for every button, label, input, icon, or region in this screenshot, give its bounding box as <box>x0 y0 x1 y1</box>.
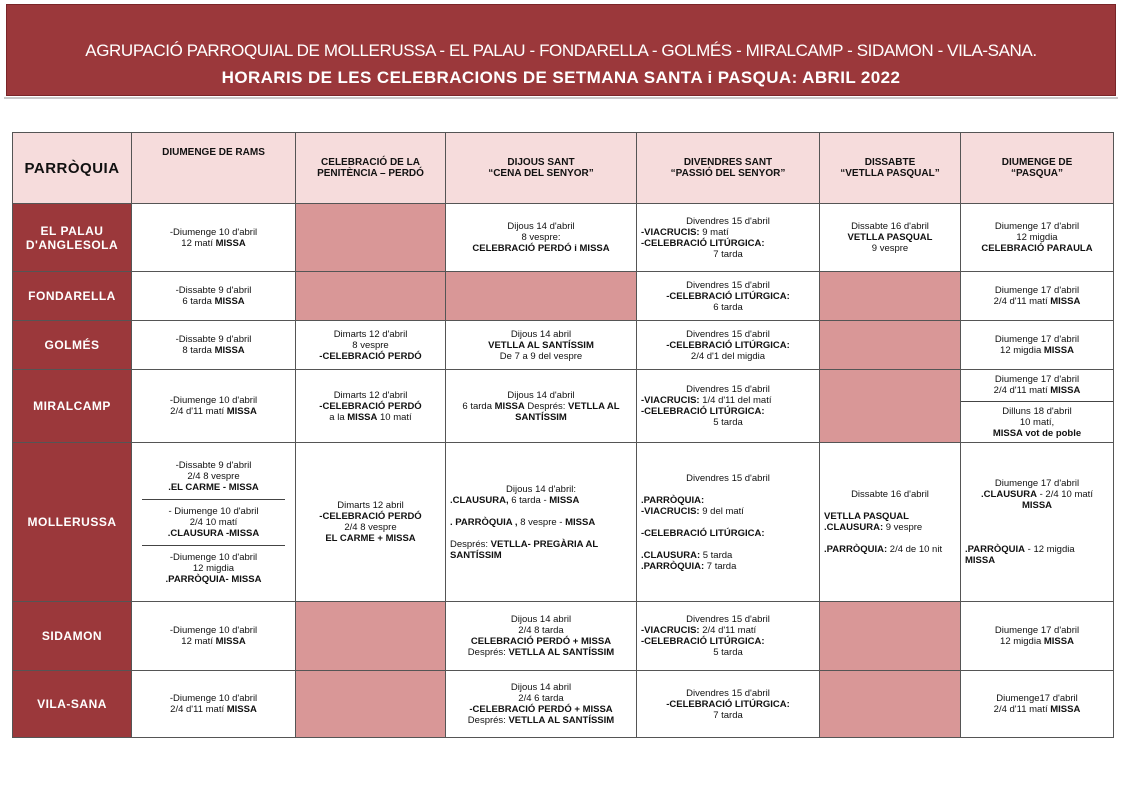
cell-empty <box>296 671 446 738</box>
table-row <box>13 272 1114 321</box>
table-row <box>13 204 1114 272</box>
table-row <box>13 602 1114 671</box>
column-header-rams: DIUMENGE DE RAMS <box>132 133 296 204</box>
table-row <box>13 443 1114 602</box>
schedule-table <box>12 132 1114 738</box>
cell-rams: -Diumenge 10 d'abril 12 matí MISSA <box>132 204 296 272</box>
column-header-dijous: DIJOUS SANT “CENA DEL SENYOR” <box>446 133 637 204</box>
cell-rams: -Diumenge 10 d'abril 12 matí MISSA <box>132 602 296 671</box>
cell-divendres: Divendres 15 d'abril -CELEBRACIÓ LITÚRGICA: 6 tarda <box>637 272 820 321</box>
cell-divendres: Divendres 15 d'abril -CELEBRACIÓ LITÚRGICA: 2/4 d'1 del migdia <box>637 321 820 370</box>
divider <box>4 97 1118 99</box>
cell-dijous: Dijous 14 abril 2/4 6 tarda -CELEBRACIÓ PERDÓ + MISSA Després: VETLLA AL SANTÍSSIM <box>446 671 637 738</box>
cell-empty <box>296 272 446 321</box>
column-header-pasqua: DIUMENGE DE “PASQUA” <box>961 133 1114 204</box>
cell-dissabte: Dissabte 16 d'abril VETLLA PASQUAL 9 vespre <box>820 204 961 272</box>
parish-el-palau: EL PALAU D'ANGLESOLA <box>13 204 132 272</box>
column-header-parroquia: PARRÒQUIA <box>13 133 132 204</box>
cell-dijous: Dijous 14 abril 2/4 8 tarda CELEBRACIÓ PERDÓ + MISSA Després: VETLLA AL SANTÍSSIM <box>446 602 637 671</box>
header-subtitle: HORARIS DE LES CELEBRACIONS DE SETMANA SANTA i PASQUA: ABRIL 2022 <box>221 68 901 87</box>
cell-divendres: Divendres 15 d'abril -CELEBRACIÓ LITÚRGICA: 7 tarda <box>637 671 820 738</box>
cell-pasqua: Diumenge 17 d'abril 2/4 d'11 matí MISSA Dilluns 18 d'abril 10 matí, MISSA vot de poble <box>961 370 1114 443</box>
table-row <box>13 671 1114 738</box>
header-row <box>13 133 1114 204</box>
cell-pasqua: Diumenge 17 d'abril 12 migdia MISSA <box>961 321 1114 370</box>
cell-penitencia: Dimarts 12 d'abril 8 vespre -CELEBRACIÓ PERDÓ <box>296 321 446 370</box>
parish-vila-sana: VILA-SANA <box>13 671 132 738</box>
header-title: AGRUPACIÓ PARROQUIAL DE MOLLERUSSA - EL PALAU - FONDARELLA - GOLMÉS - MIRALCAMP - SIDAMON - VILA-SANA. <box>85 41 1037 60</box>
parish-mollerussa: MOLLERUSSA <box>13 443 132 602</box>
cell-dissabte: Dissabte 16 d'abril VETLLA PASQUAL .CLAUSURA: 9 vespre .PARRÒQUIA: 2/4 de 10 nit <box>820 443 961 602</box>
parish-golmes: GOLMÉS <box>13 321 132 370</box>
cell-empty <box>296 204 446 272</box>
cell-divendres: Divendres 15 d'abril .PARRÒQUIA: -VIACRUCIS: 9 del matí -CELEBRACIÓ LITÚRGICA: .CLAUSURA: 5 tarda .PARRÒQUIA: 7 tarda <box>637 443 820 602</box>
cell-rams: -Diumenge 10 d'abril 2/4 d'11 matí MISSA <box>132 370 296 443</box>
cell-penitencia: Dimarts 12 abril -CELEBRACIÓ PERDÓ 2/4 8 vespre EL CARME + MISSA <box>296 443 446 602</box>
cell-rams: -Dissabte 9 d'abril 6 tarda MISSA <box>132 272 296 321</box>
table-row <box>13 321 1114 370</box>
cell-penitencia: Dimarts 12 d'abril -CELEBRACIÓ PERDÓ a la MISSA 10 matí <box>296 370 446 443</box>
cell-divendres: Divendres 15 d'abril -VIACRUCIS: 2/4 d'11 matí -CELEBRACIÓ LITÚRGICA: 5 tarda <box>637 602 820 671</box>
cell-rams: -Dissabte 9 d'abril 2/4 8 vespre .EL CARME - MISSA - Diumenge 10 d'abril 2/4 10 matí .CLAUSURA -MISSA -Diumenge 10 d'abril 12 migdia .PARRÒQUIA- MISSA <box>132 443 296 602</box>
parish-sidamon: SIDAMON <box>13 602 132 671</box>
cell-empty <box>296 602 446 671</box>
cell-empty <box>820 321 961 370</box>
column-header-dissabte: DISSABTE “VETLLA PASQUAL” <box>820 133 961 204</box>
cell-dijous: Dijous 14 abril VETLLA AL SANTÍSSIM De 7 a 9 del vespre <box>446 321 637 370</box>
cell-divendres: Divendres 15 d'abril -VIACRUCIS: 9 matí -CELEBRACIÓ LITÚRGICA: 7 tarda <box>637 204 820 272</box>
cell-pasqua: Diumenge 17 d'abril 12 migdia MISSA <box>961 602 1114 671</box>
cell-dijous: Dijous 14 d'abril: .CLAUSURA, 6 tarda - MISSA . PARRÒQUIA , 8 vespre - MISSA Després: VETLLA- PREGÀRIA AL SANTÍSSIM <box>446 443 637 602</box>
column-header-penitencia: CELEBRACIÓ DE LA PENITÈNCIA – PERDÓ <box>296 133 446 204</box>
parish-fondarella: FONDARELLA <box>13 272 132 321</box>
cell-dijous: Dijous 14 d'abril 6 tarda MISSA Després: VETLLA AL SANTÍSSIM <box>446 370 637 443</box>
column-header-divendres: DIVENDRES SANT “PASSIÓ DEL SENYOR” <box>637 133 820 204</box>
cell-empty <box>446 272 637 321</box>
cell-rams: -Dissabte 9 d'abril 8 tarda MISSA <box>132 321 296 370</box>
cell-pasqua: Diumenge17 d'abril 2/4 d'11 matí MISSA <box>961 671 1114 738</box>
cell-dijous: Dijous 14 d'abril 8 vespre: CELEBRACIÓ PERDÓ i MISSA <box>446 204 637 272</box>
parish-miralcamp: MIRALCAMP <box>13 370 132 443</box>
cell-empty <box>820 370 961 443</box>
cell-divendres: Divendres 15 d'abril -VIACRUCIS: 1/4 d'11 del matí -CELEBRACIÓ LITÚRGICA: 5 tarda <box>637 370 820 443</box>
cell-pasqua: Diumenge 17 d'abril 2/4 d'11 matí MISSA <box>961 272 1114 321</box>
cell-empty <box>820 671 961 738</box>
cell-pasqua: Diumenge 17 d'abril 12 migdia CELEBRACIÓ PARAULA <box>961 204 1114 272</box>
header-banner <box>6 4 1116 96</box>
table-row <box>13 370 1114 443</box>
cell-empty <box>820 272 961 321</box>
cell-empty <box>820 602 961 671</box>
cell-pasqua: Diumenge 17 d'abril .CLAUSURA - 2/4 10 matí MISSA .PARRÒQUIA - 12 migdia MISSA <box>961 443 1114 602</box>
cell-rams: -Diumenge 10 d'abril 2/4 d'11 matí MISSA <box>132 671 296 738</box>
